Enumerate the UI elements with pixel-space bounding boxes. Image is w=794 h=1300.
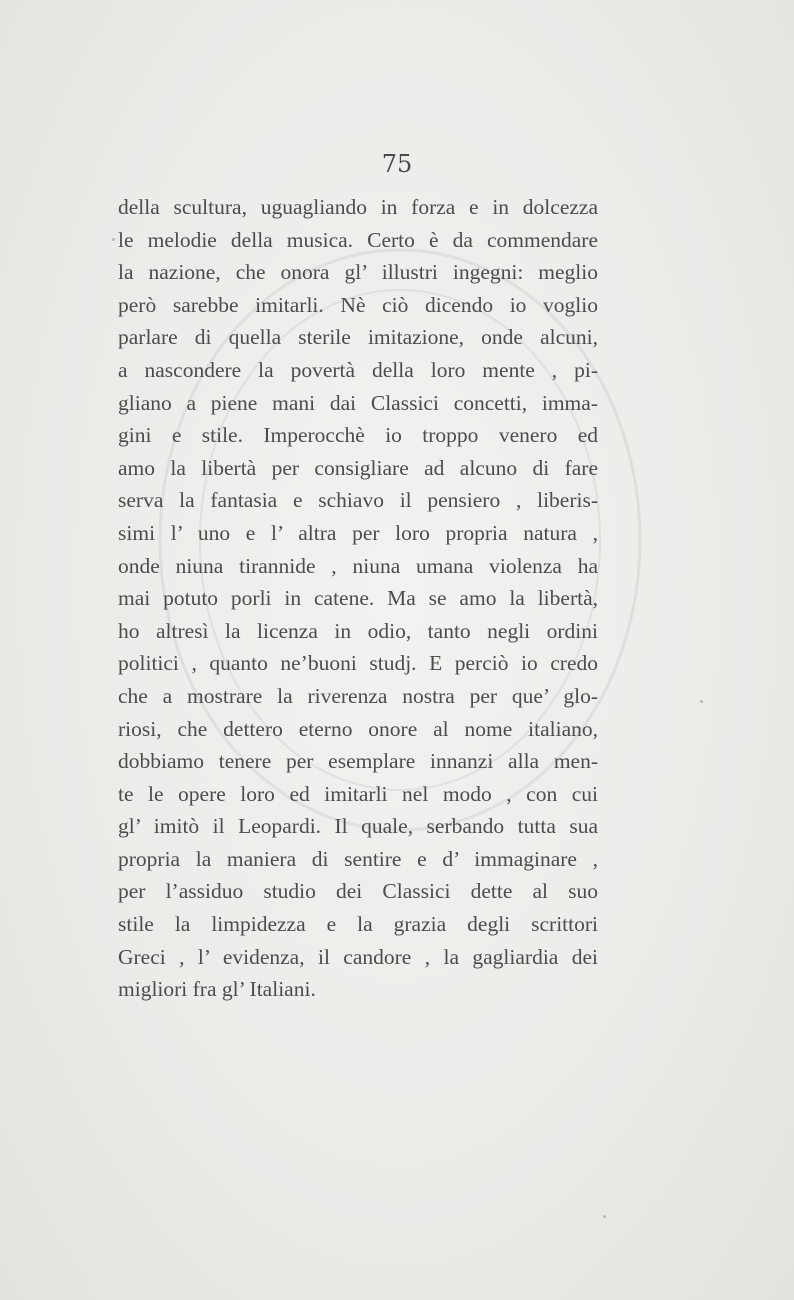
text-line: simi l’ uno e l’ altra per loro propria natura ,	[118, 520, 598, 545]
text-line: politici , quanto ne’buoni studj. E perciò io credo	[118, 651, 598, 676]
paper-speck	[603, 1215, 606, 1218]
text-line: mai potuto porli in catene. Ma se amo la libertà,	[118, 586, 598, 611]
text-line: amo la libertà per consigliare ad alcuno di fare	[118, 455, 598, 480]
text-line: dobbiamo tenere per esemplare innanzi alla men-	[118, 749, 598, 774]
text-line: gini e stile. Imperocchè io troppo venero ed	[118, 423, 598, 448]
text-line: gl’ imitò il Leopardi. Il quale, serbando tutta sua	[118, 814, 598, 839]
body-text	[118, 191, 598, 1006]
text-line: per l’assiduo studio dei Classici dette al suo	[118, 879, 598, 904]
text-line: te le opere loro ed imitarli nel modo , con cui	[118, 781, 598, 806]
text-line: la nazione, che onora gl’ illustri ingegni: meglio	[118, 260, 598, 285]
text-line: stile la limpidezza e la grazia degli scrittori	[118, 912, 598, 937]
text-line: gliano a piene mani dai Classici concetti, imma-	[118, 390, 598, 415]
text-line: riosi, che dettero eterno onore al nome italiano,	[118, 716, 598, 741]
text-line: della scultura, uguagliando in forza e in dolcezza	[118, 195, 598, 219]
text-line: onde niuna tirannide , niuna umana violenza ha	[118, 553, 598, 578]
paper-speck	[112, 238, 115, 241]
page-number: 75	[381, 150, 413, 178]
text-line: Greci , l’ evidenza, il candore , la gagliardia dei	[118, 944, 598, 969]
text-line: parlare di quella sterile imitazione, onde alcuni,	[118, 325, 598, 350]
text-line: propria la maniera di sentire e d’ immaginare ,	[118, 846, 598, 871]
text-line: migliori fra gl’ Italiani.	[118, 977, 316, 1002]
text-line: a nascondere la povertà della loro mente , pi-	[118, 357, 598, 382]
paper-speck	[700, 700, 703, 703]
text-line: però sarebbe imitarli. Nè ciò dicendo io voglio	[118, 292, 598, 317]
text-line: le melodie della musica. Certo è da commendare	[118, 227, 598, 252]
text-line: ho altresì la licenza in odio, tanto negli ordini	[118, 618, 598, 643]
text-line: serva la fantasia e schiavo il pensiero , liberis-	[118, 488, 598, 513]
text-line: che a mostrare la riverenza nostra per que’ glo-	[118, 683, 598, 708]
